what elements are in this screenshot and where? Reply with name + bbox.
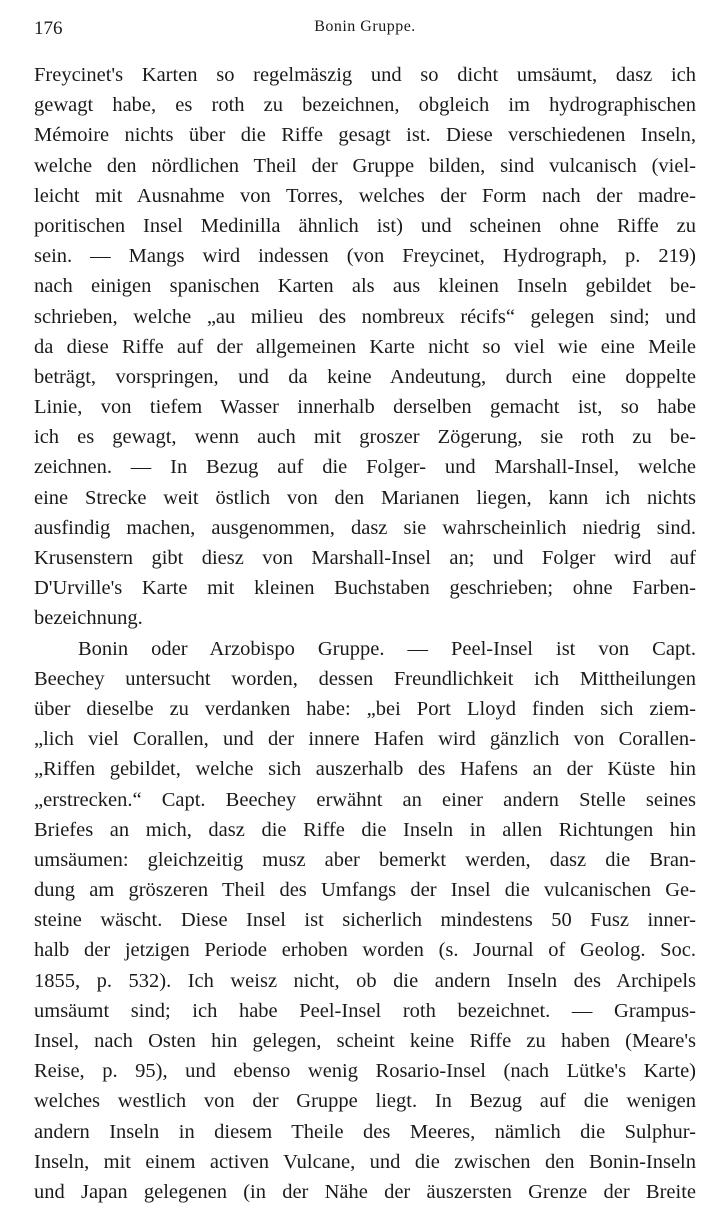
text-line: zeichnen. — In Bezug auf die Folger- und Marshall-Insel, welche	[34, 456, 696, 479]
text-line: 1855, p. 532). Ich weisz nicht, ob die andern Inseln des Archipels	[34, 969, 696, 992]
text-line: halb der jetzigen Periode erhoben worden (s. Journal of Geolog. Soc.	[34, 939, 696, 962]
section-heading-line: Bonin oder Arzobispo Gruppe. — Peel-Insel ist von Capt.	[78, 637, 696, 660]
text-line: umsäumt sind; ich habe Peel-Insel roth bezeichnet. — Grampus-	[34, 999, 696, 1022]
text-line: und Japan gelegenen (in der Nähe der äuszersten Grenze der Breite	[34, 1180, 696, 1203]
text-line: sein. — Mangs wird indessen (von Freycinet, Hydrograph, p. 219)	[34, 245, 696, 268]
page-header	[34, 14, 696, 48]
text-line: poritischen Insel Medinilla ähnlich ist) und scheinen ohne Riffe zu	[34, 214, 696, 237]
text-line: Krusenstern gibt diesz von Marshall-Insel an; und Folger wird auf	[34, 547, 696, 569]
text-line: Mémoire nichts über die Riffe gesagt ist. Diese verschiedenen Inseln,	[34, 124, 696, 147]
book-page	[34, 14, 696, 1207]
text-line: welches westlich von der Gruppe liegt. In Bezug auf die wenigen	[34, 1090, 696, 1113]
text-line: Linie, von tiefem Wasser innerhalb derselben gemacht ist, so habe	[34, 396, 696, 419]
text-line: D'Urville's Karte mit kleinen Buchstaben geschrieben; ohne Farben-	[34, 577, 696, 600]
running-head: Bonin Gruppe.	[314, 18, 416, 35]
text-line: „erstrecken.“ Capt. Beechey erwähnt an einer andern Stelle seines	[34, 788, 696, 811]
text-line: Freycinet's Karten so regelmäszig und so dicht umsäumt, dasz ich	[34, 64, 696, 86]
text-line: „lich viel Corallen, und der innere Hafen wird gänzlich von Corallen-	[34, 728, 696, 751]
text-line: Briefes an mich, dasz die Riffe die Inseln in allen Richtungen hin	[34, 818, 696, 841]
text-line: schrieben, welche „au milieu des nombreux récifs“ gelegen sind; und	[34, 305, 696, 328]
text-line: Inseln, mit einem activen Vulcane, und die zwischen den Bonin-Inseln	[34, 1150, 696, 1173]
text-line: steine wäscht. Diese Insel ist sicherlich mindestens 50 Fusz inner-	[34, 909, 696, 932]
text-line: ausfindig machen, ausgenommen, dasz sie wahrscheinlich niedrig sind.	[34, 516, 696, 539]
page-number: 176	[34, 18, 63, 39]
text-line: umsäumen: gleichzeitig musz aber bemerkt werden, dasz die Bran-	[34, 848, 696, 871]
text-line: andern Inseln in diesem Theile des Meeres, nämlich die Sulphur-	[34, 1120, 696, 1143]
text-line: leicht mit Ausnahme von Torres, welches der Form nach der madre-	[34, 184, 696, 207]
text-line: dung am gröszeren Theil des Umfangs der Insel die vulcanischen Ge-	[34, 879, 696, 902]
text-line: „Riffen gebildet, welche sich auszerhalb des Hafens an der Küste hin	[34, 758, 696, 781]
body-text	[34, 60, 696, 1207]
text-line: da diese Riffe auf der allgemeinen Karte nicht so viel wie eine Meile	[34, 335, 696, 358]
text-line: über dieselbe zu verdanken habe: „bei Port Lloyd finden sich ziem-	[34, 697, 696, 720]
text-line: welche den nördlichen Theil der Gruppe bilden, sind vulcanisch (viel-	[34, 154, 696, 177]
text-line: nach einigen spanischen Karten als aus kleinen Inseln gebildet be-	[34, 275, 696, 298]
text-line: ich es gewagt, wenn auch mit groszer Zögerung, sie roth zu be-	[34, 426, 696, 449]
text-line: bezeichnung.	[34, 607, 143, 630]
text-line: Reise, p. 95), und ebenso wenig Rosario-Insel (nach Lütke's Karte)	[34, 1060, 696, 1083]
text-line: Beechey untersucht worden, dessen Freundlichkeit ich Mittheilungen	[34, 667, 696, 690]
text-line: gewagt habe, es roth zu bezeichnen, obgleich im hydrographischen	[34, 94, 696, 117]
text-line: Insel, nach Osten hin gelegen, scheint keine Riffe zu haben (Meare's	[34, 1030, 696, 1052]
text-line: eine Strecke weit östlich von den Marianen liegen, kann ich nichts	[34, 486, 696, 509]
text-line: beträgt, vorspringen, und da keine Andeutung, durch eine doppelte	[34, 365, 696, 388]
